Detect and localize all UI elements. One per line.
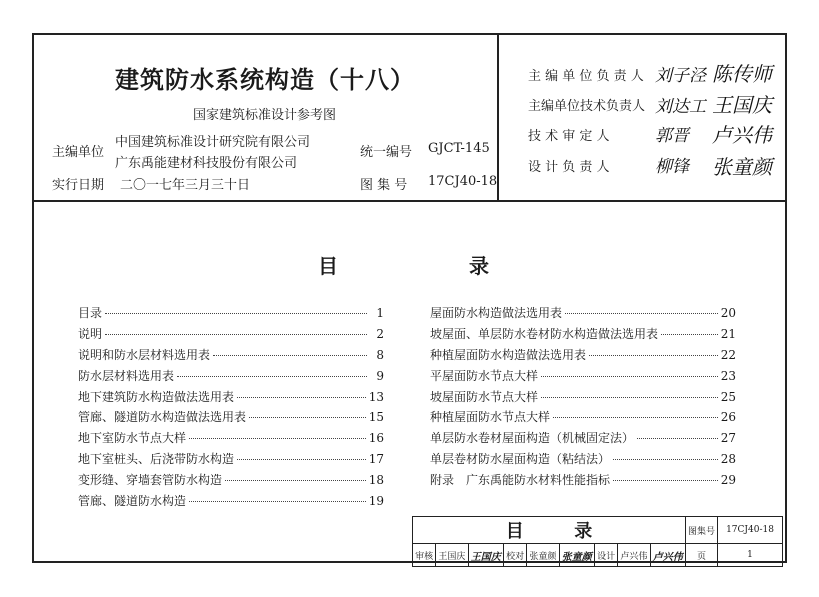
toc-entry-title: 地下建筑防水构造做法选用表 (78, 389, 235, 404)
page-value: 1 (718, 544, 783, 567)
toc-entry-title: 附录 广东禹能防水材料性能指标 (430, 473, 611, 488)
check-signature: 张童颜 (559, 544, 594, 567)
toc-entry-page: 8 (376, 347, 384, 362)
toc-entry-title: 说明和防水层材料选用表 (78, 347, 211, 362)
toc-entry-page: 1 (376, 306, 384, 320)
org-line-2: 广东禹能建材科技股份有限公司 (115, 156, 298, 171)
toc-entry-page: 28 (720, 452, 736, 467)
toc-entry-page: 27 (720, 431, 736, 446)
toc-entry-title: 目录 (78, 306, 103, 320)
toc-entry-page: 22 (720, 347, 736, 362)
header-divider (32, 200, 787, 202)
toc-leader (541, 397, 718, 398)
signature: 郭晋 (655, 126, 689, 146)
toc-entry-page: 29 (720, 473, 736, 488)
design-label: 设计 (594, 544, 617, 567)
toc-leader (541, 376, 718, 377)
toc-entry-title: 说明 (78, 326, 103, 341)
signature: 刘达工 (655, 97, 706, 117)
toc-entry-page: 15 (368, 410, 384, 425)
toc-entry-title: 单层防水卷材屋面构造（机械固定法） (430, 431, 635, 446)
toc-leader (189, 438, 366, 439)
atlas-label: 图 集 号 (360, 178, 408, 193)
toc-leader (661, 334, 718, 335)
role-label: 技 术 审 定 人 (528, 129, 610, 144)
toc-entry-page: 19 (368, 494, 384, 509)
document-title: 建筑防水系统构造（十八） (115, 66, 415, 94)
title-block (412, 516, 783, 567)
check-name: 张童颜 (527, 544, 559, 567)
toc-entry[interactable] (430, 408, 736, 429)
toc-entry-title: 地下室防水节点大样 (78, 431, 187, 446)
design-name: 卢兴伟 (618, 544, 650, 567)
review-name: 王国庆 (436, 544, 468, 567)
signature: 张童颜 (712, 155, 772, 179)
toc-entry-title: 变形缝、穿墙套管防水构造 (78, 473, 223, 488)
toc-entry-page: 20 (720, 306, 736, 320)
toc-entry[interactable] (430, 388, 736, 409)
role-label: 主 编 单 位 负 责 人 (528, 69, 644, 84)
toc-entry-page: 18 (368, 473, 384, 488)
toc-heading-right: 录 (469, 254, 489, 278)
toc-leader (249, 417, 366, 418)
toc-leader (565, 313, 718, 314)
atlas-number-label: 图集号 (686, 517, 718, 544)
toc-entry-title: 屋面防水构造做法选用表 (430, 306, 563, 320)
toc-entry[interactable] (78, 471, 384, 492)
review-label: 审核 (413, 544, 436, 567)
toc-entry-page: 2 (376, 326, 384, 341)
toc-entry-title: 种植屋面防水节点大样 (430, 410, 551, 425)
toc-right-column (430, 304, 736, 492)
toc-entry-title: 地下室桩头、后浇带防水构造 (78, 452, 235, 467)
toc-leader (225, 480, 366, 481)
signature: 王国庆 (712, 93, 772, 117)
toc-entry-page: 13 (368, 389, 384, 404)
title-block-name (413, 517, 686, 544)
signature: 刘子泾 (655, 66, 706, 86)
atlas-number-value: 17CJ40-18 (718, 517, 783, 544)
toc-entry-title: 坡屋面、单层防水卷材防水构造做法选用表 (430, 326, 659, 341)
toc-entry[interactable] (430, 346, 736, 367)
toc-leader (105, 313, 367, 314)
toc-entry-page: 26 (720, 410, 736, 425)
toc-leader (637, 438, 718, 439)
title-block-name-right: 录 (574, 521, 593, 542)
toc-entry-title: 管廊、隧道防水构造做法选用表 (78, 410, 247, 425)
toc-entry-title: 平屋面防水节点大样 (430, 368, 539, 383)
toc-heading-left: 目 (318, 254, 338, 278)
toc-entry-page: 23 (720, 368, 736, 383)
code-value: GJCT-145 (428, 141, 490, 156)
atlas-value: 17CJ40-18 (428, 174, 498, 189)
toc-entry[interactable] (78, 492, 384, 513)
role-label: 设 计 负 责 人 (528, 160, 610, 175)
design-signature: 卢兴伟 (650, 544, 685, 567)
toc-entry[interactable] (78, 429, 384, 450)
page-label: 页 (686, 544, 718, 567)
review-signature: 王国庆 (468, 544, 503, 567)
toc-leader (177, 376, 367, 377)
toc-leader (105, 334, 367, 335)
toc-entry[interactable] (78, 450, 384, 471)
toc-entry[interactable] (430, 450, 736, 471)
toc-leader (553, 417, 718, 418)
toc-entry-title: 防水层材料选用表 (78, 368, 175, 383)
title-block-name-left: 目 (505, 521, 524, 542)
toc-entry[interactable] (78, 304, 384, 325)
toc-leader (613, 480, 718, 481)
document-subtitle: 国家建筑标准设计参考图 (193, 108, 337, 123)
toc-entry-title: 管廊、隧道防水构造 (78, 494, 187, 509)
signature: 卢兴伟 (712, 123, 772, 147)
toc-entry-page: 17 (368, 452, 384, 467)
toc-entry[interactable] (430, 367, 736, 388)
toc-entry[interactable] (430, 471, 736, 492)
org-label: 主编单位 (52, 145, 105, 160)
toc-entry-title: 坡屋面防水节点大样 (430, 389, 539, 404)
toc-entry[interactable] (430, 304, 736, 325)
toc-entry[interactable] (78, 408, 384, 429)
toc-entry-page: 9 (376, 368, 384, 383)
toc-leader (213, 355, 367, 356)
toc-entry-page: 16 (368, 431, 384, 446)
org-line-1: 中国建筑标准设计研究院有限公司 (115, 135, 311, 150)
date-value: 二〇一七年三月三十日 (120, 178, 251, 193)
toc-entry[interactable] (430, 429, 736, 450)
toc-leader (613, 459, 718, 460)
toc-left-column (78, 304, 384, 513)
toc-entry-title: 单层卷材防水屋面构造（粘结法） (430, 452, 611, 467)
toc-leader (589, 355, 718, 356)
code-label: 统一编号 (360, 145, 413, 160)
toc-entry-page: 21 (720, 326, 736, 341)
toc-leader (189, 501, 366, 502)
toc-leader (237, 459, 366, 460)
toc-entry[interactable] (430, 325, 736, 346)
check-label: 校对 (503, 544, 526, 567)
toc-entry[interactable] (78, 367, 384, 388)
header-vertical-divider (497, 33, 499, 201)
date-label: 实行日期 (52, 178, 105, 193)
toc-leader (237, 397, 366, 398)
toc-entry-page: 25 (720, 389, 736, 404)
toc-entry[interactable] (78, 346, 384, 367)
toc-entry[interactable] (78, 325, 384, 346)
signature: 柳锋 (655, 157, 689, 177)
toc-entry-title: 种植屋面防水构造做法选用表 (430, 347, 587, 362)
toc-entry[interactable] (78, 388, 384, 409)
role-label: 主编单位技术负责人 (528, 99, 646, 114)
signature: 陈传师 (712, 62, 772, 86)
